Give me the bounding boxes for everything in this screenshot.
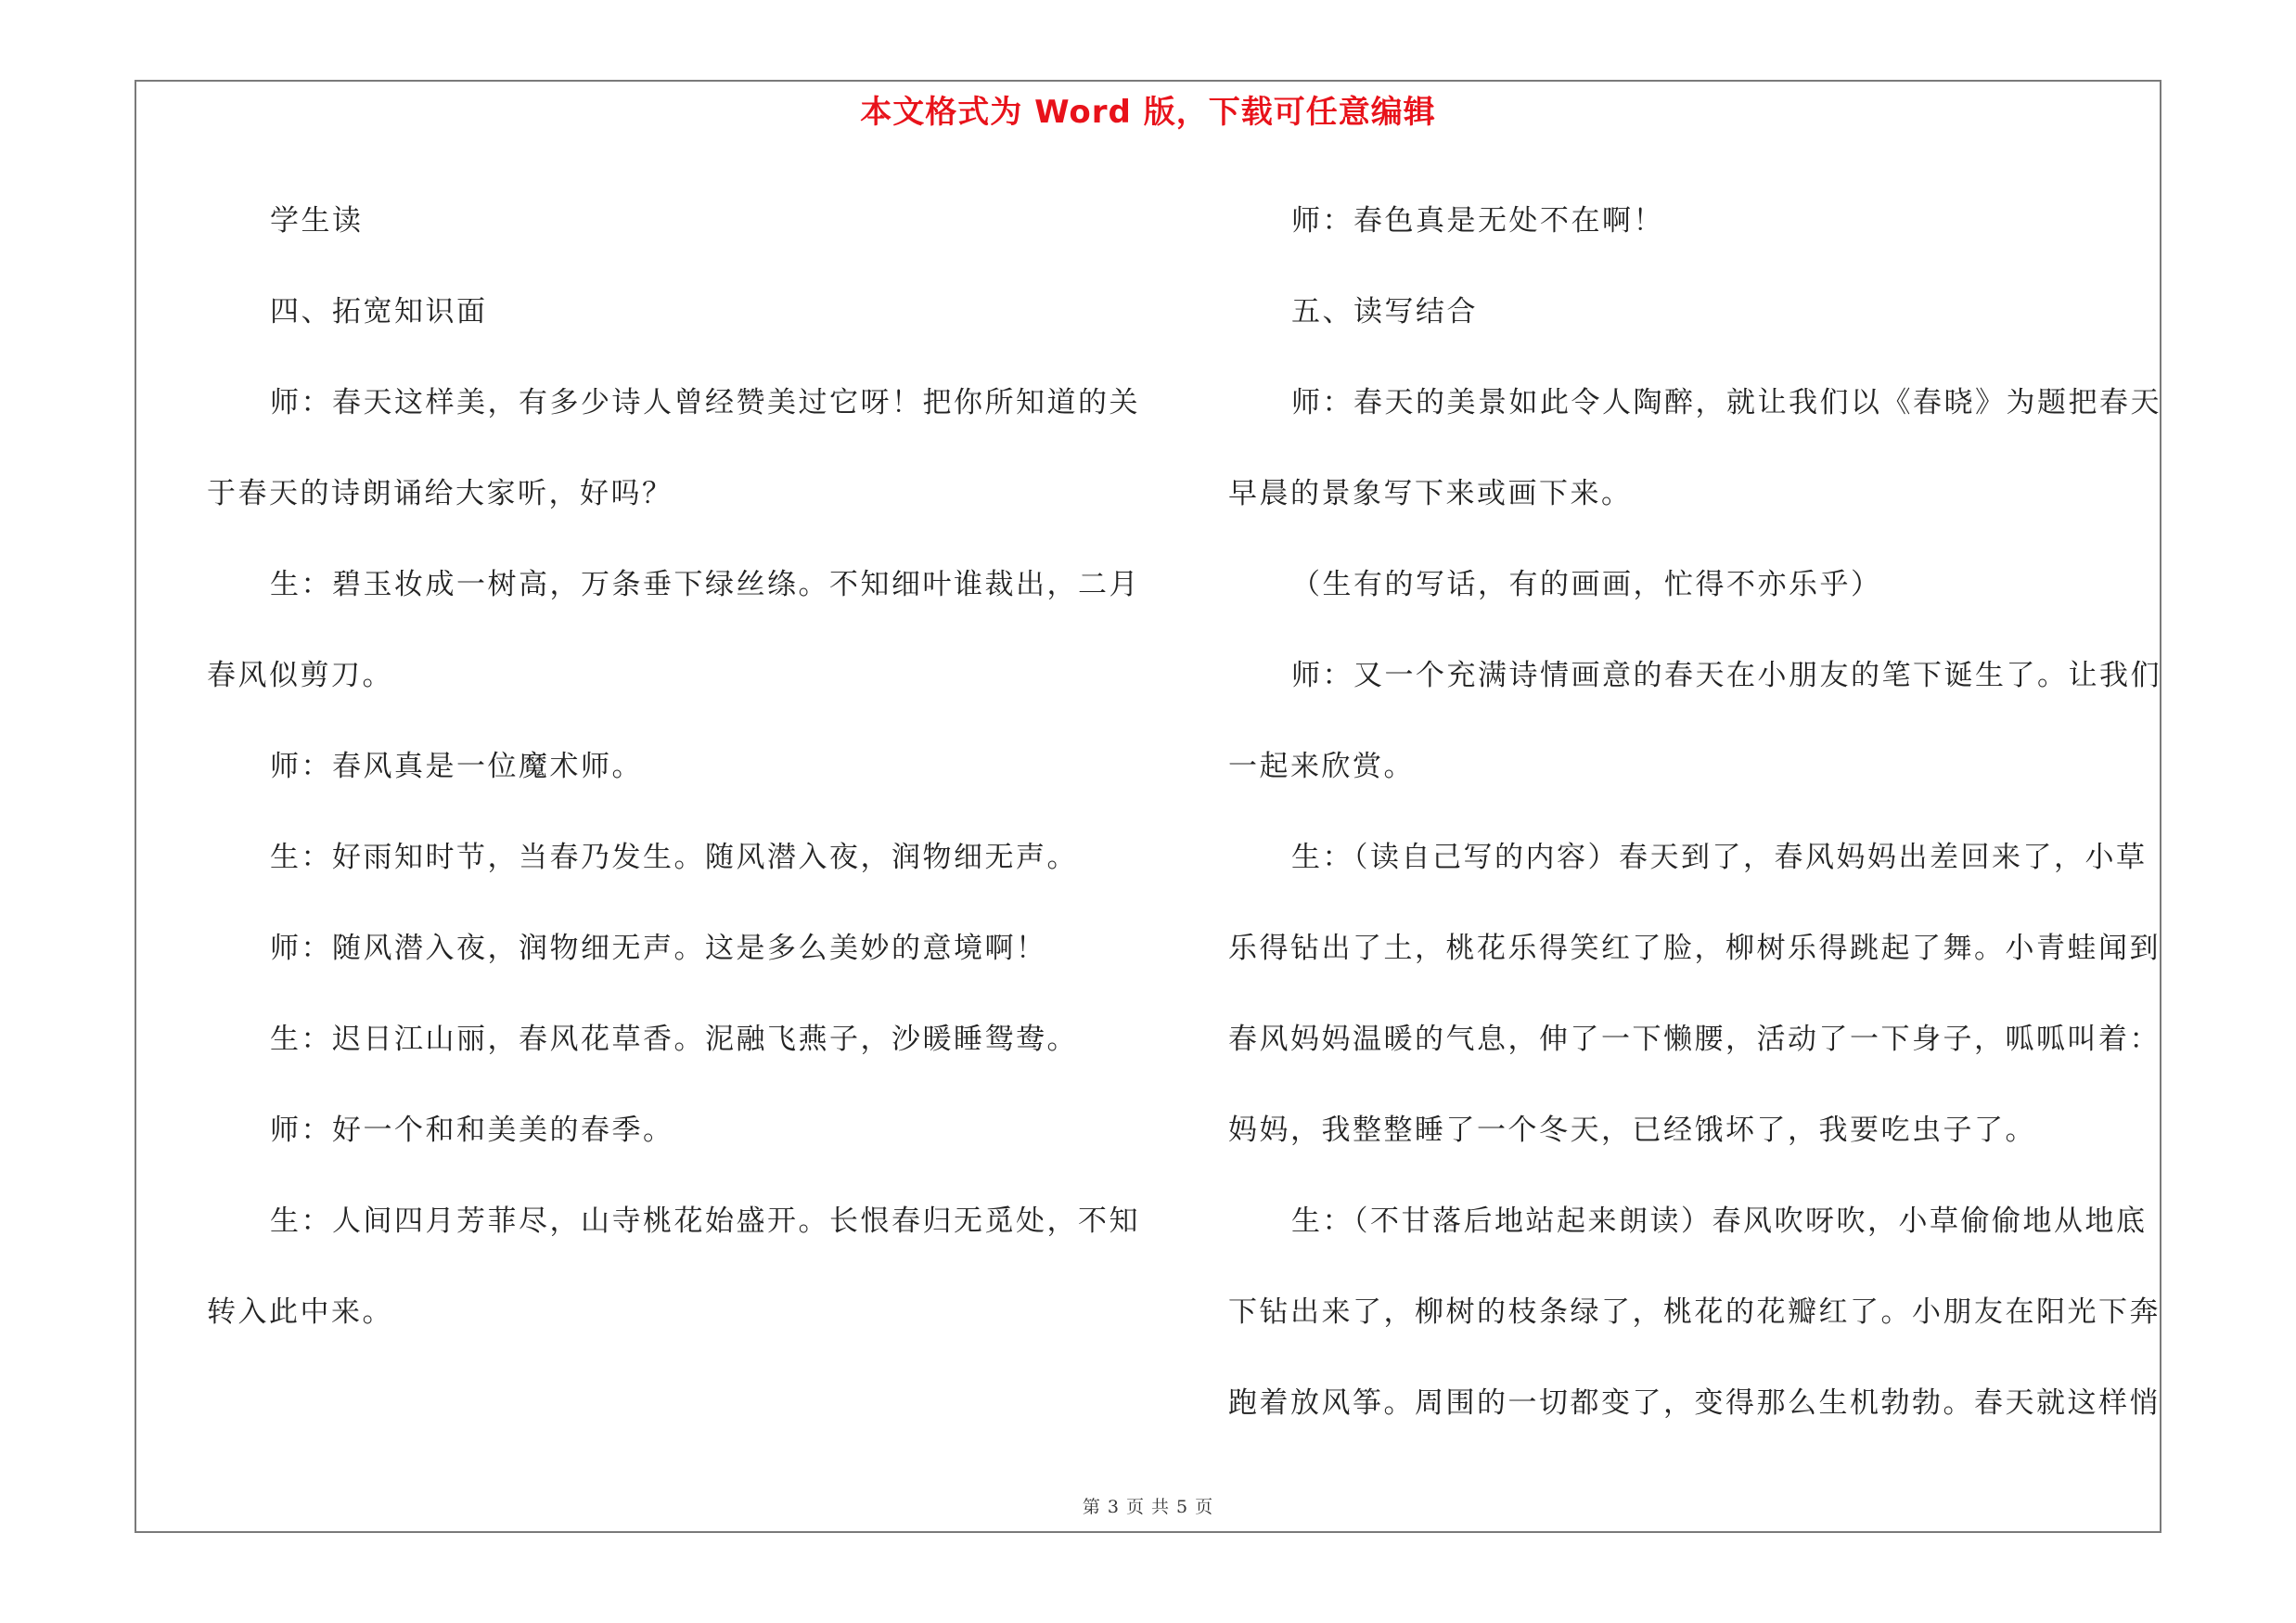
right-column — [1228, 175, 2161, 1449]
paragraph-line: 学生读 — [270, 204, 364, 238]
paragraph-line: 于春天的诗朗诵给大家听，好吗？ — [207, 477, 673, 510]
paragraph-line: 下钻出来了，柳树的枝条绿了，桃花的花瓣红了。小朋友在阳光下奔 — [1228, 1295, 2161, 1329]
paragraph-line: 生：（读自己写的内容）春天到了，春风妈妈出差回来了，小草 — [1291, 841, 2148, 874]
paragraph-line: 生：（不甘落后地站起来朗读）春风吹呀吹，小草偷偷地从地底 — [1291, 1204, 2148, 1238]
left-column — [207, 175, 1140, 1358]
paragraph-line: 乐得钻出了土，桃花乐得笑红了脸，柳树乐得跳起了舞。小青蛙闻到 — [1228, 932, 2161, 965]
paragraph-line: 跑着放风筝。周围的一切都变了，变得那么生机勃勃。春天就这样悄 — [1228, 1386, 2161, 1420]
section-heading: 四、拓宽知识面 — [270, 295, 488, 328]
word-format-notice: 本文格式为 Word 版，下载可任意编辑 — [860, 94, 1436, 131]
paragraph-line: （生有的写话，有的画画，忙得不亦乐乎） — [1291, 568, 1882, 601]
paragraph-line: 师：随风潜入夜，润物细无声。这是多么美妙的意境啊！ — [270, 932, 1047, 965]
page-frame — [135, 80, 2161, 1533]
section-heading: 五、读写结合 — [1291, 295, 1478, 328]
paragraph-line: 转入此中来。 — [207, 1295, 393, 1329]
paragraph-line: 一起来欣赏。 — [1228, 750, 1415, 783]
paragraph-line: 生：人间四月芳菲尽，山寺桃花始盛开。长恨春归无觅处，不知 — [270, 1204, 1140, 1238]
paragraph-line: 生：迟日江山丽，春风花草香。泥融飞燕子，沙暖睡鸳鸯。 — [270, 1023, 1078, 1056]
paragraph-line: 生：好雨知时节，当春乃发生。随风潜入夜，润物细无声。 — [270, 841, 1078, 874]
paragraph-line: 妈妈，我整整睡了一个冬天，已经饿坏了，我要吃虫子了。 — [1228, 1114, 2036, 1147]
paragraph-line: 师：好一个和和美美的春季。 — [270, 1114, 674, 1147]
paragraph-line: 师：春天这样美，有多少诗人曾经赞美过它呀！把你所知道的关 — [270, 386, 1140, 419]
paragraph-line: 师：春天的美景如此令人陶醉，就让我们以《春晓》为题把春天 — [1291, 386, 2161, 419]
paragraph-line: 师：春色真是无处不在啊！ — [1291, 204, 1664, 238]
page-number: 第 3 页 共 5 页 — [1082, 1497, 1214, 1517]
paragraph-line: 春风似剪刀。 — [207, 659, 393, 692]
paragraph-line: 春风妈妈温暖的气息，伸了一下懒腰，活动了一下身子，呱呱叫着： — [1228, 1023, 2161, 1056]
paragraph-line: 早晨的景象写下来或画下来。 — [1228, 477, 1633, 510]
paragraph-line: 生：碧玉妆成一树高，万条垂下绿丝绦。不知细叶谁裁出，二月 — [270, 568, 1140, 601]
paragraph-line: 师：春风真是一位魔术师。 — [270, 750, 643, 783]
paragraph-line: 师：又一个充满诗情画意的春天在小朋友的笔下诞生了。让我们 — [1291, 659, 2161, 692]
